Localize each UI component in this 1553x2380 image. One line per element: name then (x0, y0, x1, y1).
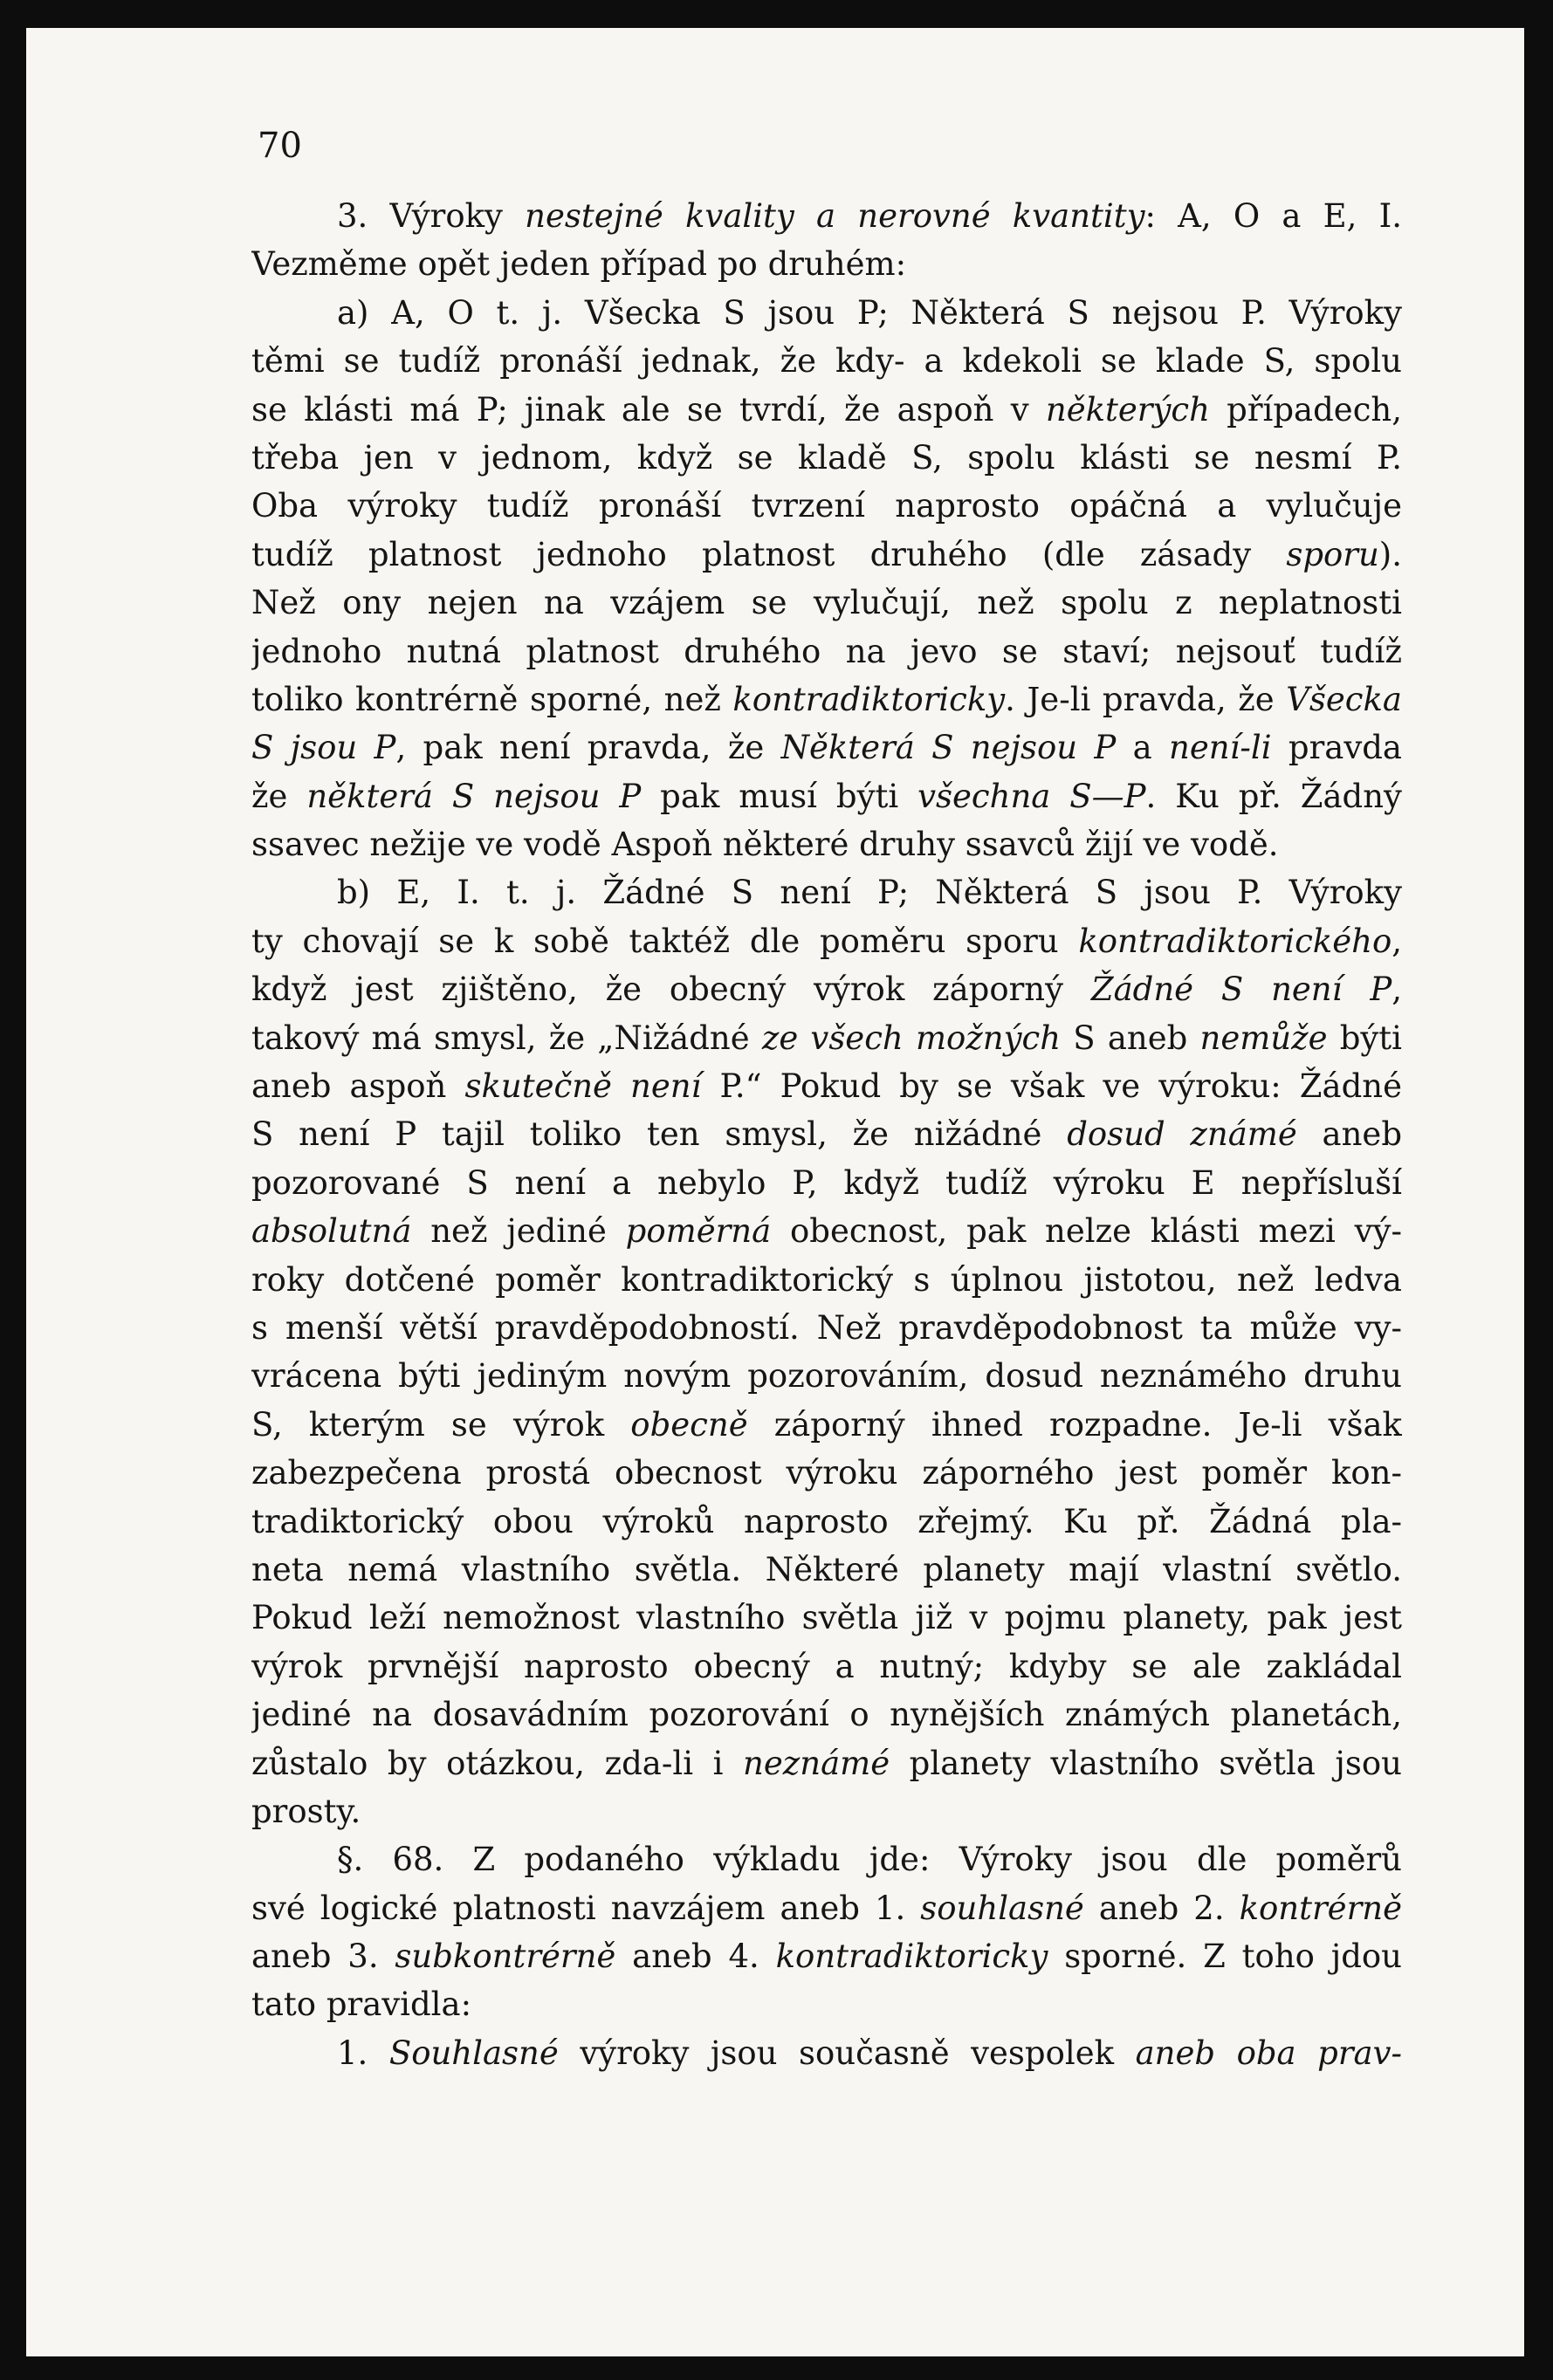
text-segment: své logické platnosti navzájem aneb 1. (251, 1889, 921, 1927)
italic-text: všechna S—P (917, 777, 1146, 815)
text-line (251, 628, 1402, 676)
text-line (251, 1884, 1402, 1932)
text-segment: výroky jsou současně vespolek (558, 2034, 1136, 2072)
text-line (251, 917, 1402, 965)
italic-text: Všecka (1286, 680, 1402, 718)
text-line (251, 1594, 1402, 1642)
text-line (251, 724, 1402, 772)
text-segment: . Ku př. Žádný (1145, 777, 1402, 815)
italic-text: kontradiktoricky (775, 1938, 1048, 1976)
text-segment: tradiktorický obou výroků naprosto zřejmý. Ku př. Žádná pla- (251, 1502, 1402, 1540)
text-segment: a (1116, 729, 1170, 767)
italic-text: sporu (1286, 535, 1379, 573)
italic-text: Některá S nejsou P (780, 729, 1117, 767)
text-segment: že (251, 777, 307, 815)
text-line (251, 579, 1402, 627)
text-segment: jednoho nutná platnost druhého na jevo se staví; nejsouť tudíž (251, 632, 1402, 670)
text-line (251, 1256, 1402, 1304)
text-segment: b) E, I. t. j. Žádné S není P; Některá S jsou P. Výroky (337, 874, 1402, 912)
italic-text: S jsou P (251, 729, 396, 767)
page-number: 70 (258, 126, 302, 166)
text-segment: prosty. (251, 1792, 361, 1830)
text-line (251, 531, 1402, 579)
text-segment: pozorované S není a nebylo P, když tudíž výroku E nepřísluší (251, 1163, 1402, 1202)
text-segment: vrácena býti jediným novým pozorováním, dosud neznámého druhu (251, 1357, 1402, 1396)
text-segment: S, kterým se výrok (251, 1405, 631, 1444)
text-line (251, 868, 1402, 916)
text-line (251, 1643, 1402, 1691)
text-line (251, 1449, 1402, 1497)
italic-text: poměrná (625, 1212, 772, 1251)
text-line (251, 1546, 1402, 1594)
italic-text: souhlasné (920, 1889, 1084, 1927)
text-segment: §. 68. Z podaného výkladu jde: Výroky jsou dle poměrů (337, 1841, 1402, 1879)
italic-text: aneb oba prav- (1135, 2034, 1402, 2072)
text-segment: aneb 3. (251, 1938, 395, 1976)
text-segment: sporné. Z toho jdou (1048, 1938, 1402, 1976)
text-line (251, 1498, 1402, 1546)
body-text (251, 192, 1402, 2077)
text-segment: záporný ihned rozpadne. Je-li však (747, 1405, 1402, 1444)
text-segment: Pokud leží nemožnost vlastního světla již v pojmu planety, pak jest (251, 1599, 1402, 1637)
text-segment: ssavec nežije ve vodě Aspoň některé druhy ssavců žijí ve vodě. (251, 826, 1279, 864)
italic-text: není-li (1169, 729, 1272, 767)
text-segment: aneb (1296, 1115, 1402, 1154)
text-line (251, 1835, 1402, 1883)
italic-text: subkontrérně (395, 1938, 616, 1976)
text-segment: pak musí býti (641, 777, 918, 815)
text-line (251, 1304, 1402, 1352)
italic-text: některých (1045, 390, 1210, 429)
text-line (251, 1739, 1402, 1787)
text-line (251, 1110, 1402, 1158)
text-segment: těmi se tudíž pronáší jednak, že kdy- a kdekoli se klade S, spolu (251, 342, 1402, 381)
text-segment: zůstalo by otázkou, zda-li i (251, 1744, 744, 1782)
text-segment: Vezměme opět jeden případ po druhém: (251, 245, 907, 284)
text-segment: aneb 2. (1083, 1889, 1240, 1927)
text-segment: : A, O a E, I. (1144, 197, 1402, 235)
text-segment: výrok prvnější naprosto obecný a nutný; kdyby se ale zakládal (251, 1647, 1402, 1685)
text-segment: , (1392, 922, 1402, 960)
italic-text: kontradiktoricky (732, 680, 1006, 718)
text-line (251, 676, 1402, 724)
italic-text: Souhlasné (388, 2034, 559, 2072)
text-line (251, 1159, 1402, 1207)
text-line (251, 386, 1402, 434)
text-line (251, 1062, 1402, 1110)
text-line (251, 1014, 1402, 1062)
text-segment: roky dotčené poměr kontradiktorický s úplnou jistotou, než ledva (251, 1260, 1402, 1299)
text-segment: Než ony nejen na vzájem se vylučují, než spolu z neplatnosti (251, 584, 1402, 622)
text-segment: S není P tajil toliko ten smysl, že nižádné (251, 1115, 1068, 1154)
text-line (251, 1932, 1402, 1980)
text-segment: planety vlastního světla jsou (890, 1744, 1402, 1782)
text-segment: případech, (1209, 390, 1402, 429)
text-line (251, 240, 1402, 288)
text-segment: tudíž platnost jednoho platnost druhého (dle zásady (251, 535, 1287, 573)
text-segment: Oba výroky tudíž pronáší tvrzení naprosto opáčná a vylučuje (251, 487, 1402, 525)
italic-text: Žádné S není P (1090, 971, 1392, 1009)
text-segment: obecnost, pak nelze klásti mezi vý- (771, 1212, 1402, 1251)
text-line (251, 1352, 1402, 1400)
text-segment: býti (1327, 1019, 1402, 1057)
text-segment: s menší větší pravděpodobností. Než pravděpodobnost ta může vy- (251, 1308, 1402, 1347)
text-segment: , pak není pravda, že (395, 729, 781, 767)
text-segment: aneb 4. (615, 1938, 776, 1976)
text-line (251, 289, 1402, 337)
text-segment: a) A, O t. j. Všecka S jsou P; Některá S nejsou P. Výroky (337, 293, 1402, 332)
italic-text: absolutná (251, 1212, 412, 1251)
italic-text: nemůže (1199, 1019, 1328, 1057)
text-line (251, 434, 1402, 482)
text-line (251, 772, 1402, 820)
text-segment: takový má smysl, že „Nižádné (251, 1019, 762, 1057)
text-segment: zabezpečena prostá obecnost výroku záporného jest poměr kon- (251, 1454, 1402, 1492)
text-line (251, 1787, 1402, 1835)
text-segment: toliko kontrérně sporné, než (251, 680, 733, 718)
italic-text: ze všech možných (761, 1019, 1062, 1057)
italic-text: některá S nejsou P (306, 777, 642, 815)
text-segment: S aneb (1061, 1019, 1200, 1057)
italic-text: kontrérně (1239, 1889, 1402, 1927)
text-segment: 1. (337, 2034, 389, 2072)
text-segment: aneb aspoň (251, 1067, 465, 1106)
text-line (251, 482, 1402, 530)
text-line (251, 1207, 1402, 1255)
text-segment: neta nemá vlastního světla. Některé planety mají vlastní světlo. (251, 1550, 1402, 1588)
text-line (251, 1691, 1402, 1739)
text-line (251, 192, 1402, 240)
italic-text: neznámé (743, 1744, 890, 1782)
text-segment: ty chovají se k sobě taktéž dle poměru sporu (251, 922, 1079, 960)
text-segment: . Je-li pravda, že (1005, 680, 1287, 718)
italic-text: obecně (630, 1405, 748, 1444)
text-segment: se klásti má P; jinak ale se tvrdí, že aspoň v (251, 390, 1046, 429)
text-segment: tato pravidla: (251, 1986, 472, 2024)
text-segment: pravda (1271, 729, 1402, 767)
italic-text: skutečně není (464, 1067, 702, 1106)
text-segment: jediné na dosavádním pozorování o nynějších známých planetách, (251, 1696, 1402, 1734)
italic-text: dosud známé (1067, 1115, 1297, 1154)
text-segment: P.“ Pokud by se však ve výroku: Žádné (701, 1067, 1402, 1106)
text-segment: ). (1378, 535, 1402, 573)
text-line (251, 2029, 1402, 2077)
text-line (251, 1980, 1402, 2028)
italic-text: kontradiktorického (1078, 922, 1392, 960)
italic-text: nestejné kvality a nerovné kvantity (525, 197, 1145, 235)
text-segment: když jest zjištěno, že obecný výrok záporný (251, 971, 1091, 1009)
text-line (251, 337, 1402, 385)
text-segment: , (1392, 971, 1402, 1009)
text-line (251, 965, 1402, 1013)
text-line (251, 1401, 1402, 1449)
text-segment: třeba jen v jednom, když se kladě S, spolu klásti se nesmí P. (251, 438, 1402, 477)
text-segment: než jediné (411, 1212, 626, 1251)
book-page (26, 28, 1524, 2356)
text-line (251, 820, 1402, 868)
text-segment: 3. Výroky (337, 197, 526, 235)
